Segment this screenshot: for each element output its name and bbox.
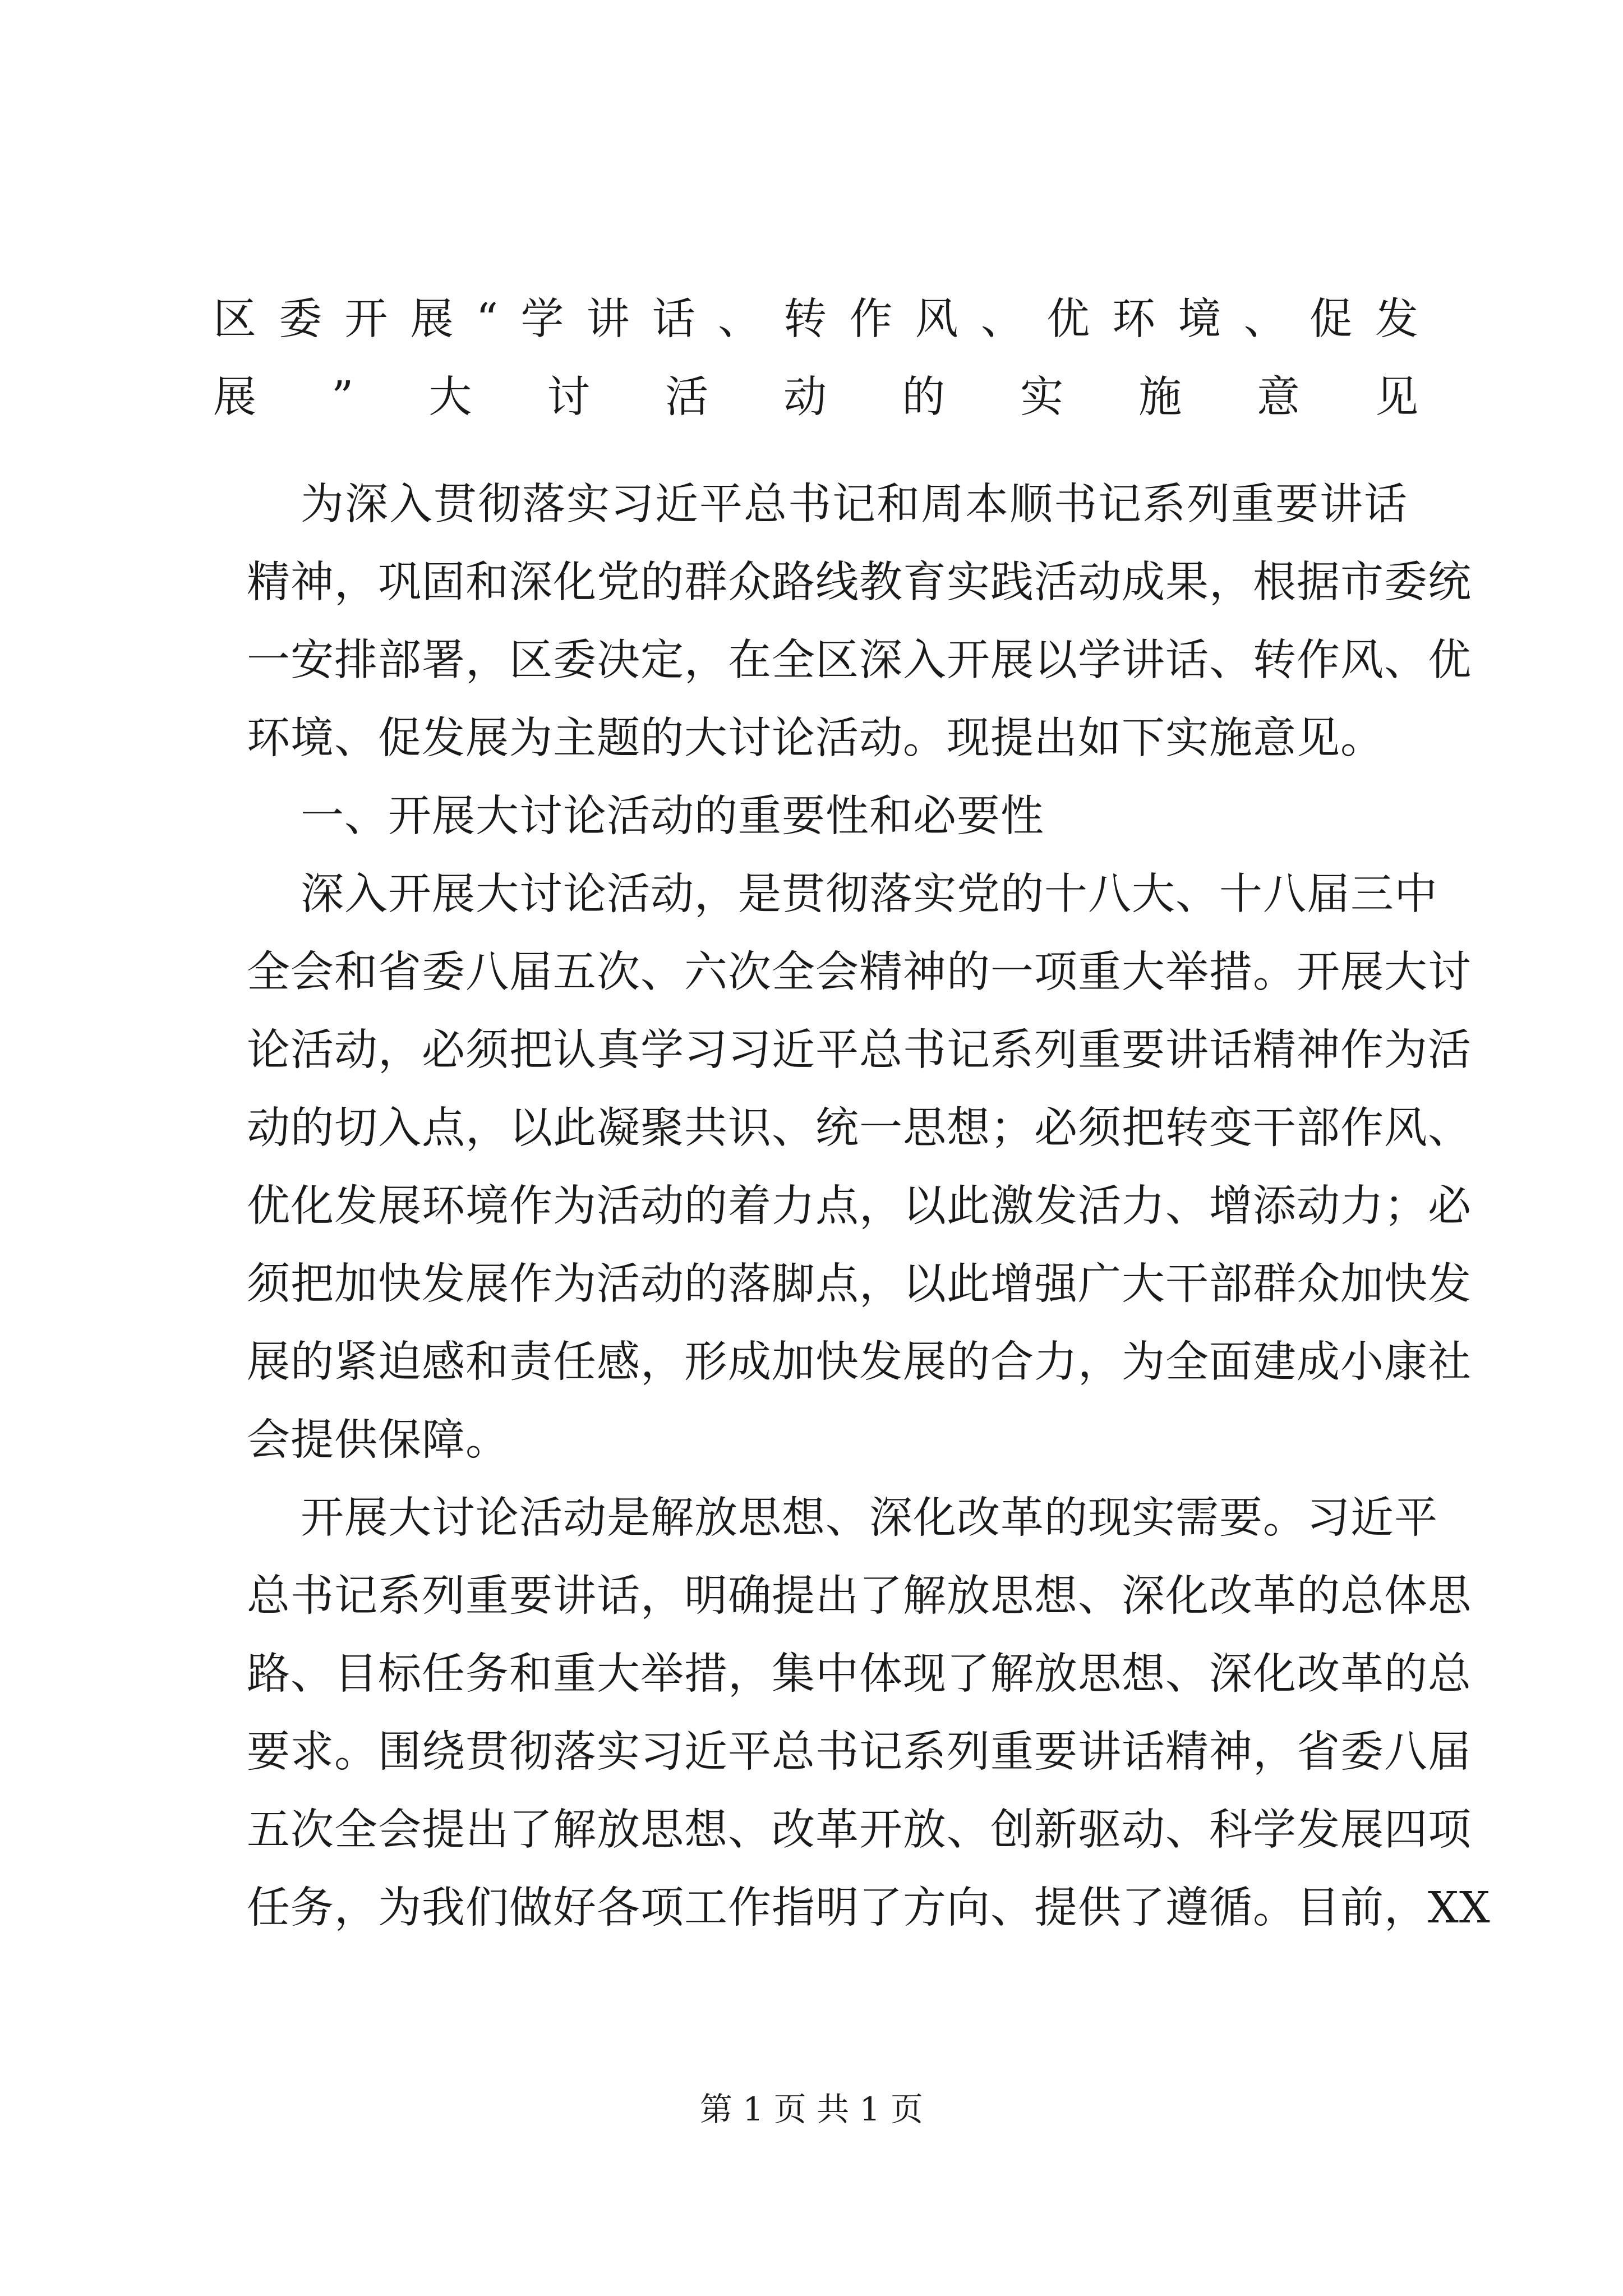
text-line: 动的切入点，以此凝聚共识、统一思想；必须把转变干部作风、 bbox=[247, 1103, 1472, 1153]
paragraph-reform bbox=[247, 1479, 1491, 1947]
text-line: 任务，为我们做好各项工作指明了方向、提供了遵循。目前，XX bbox=[247, 1883, 1491, 1933]
text-line: 路、目标任务和重大举措，集中体现了解放思想、深化改革的总 bbox=[247, 1649, 1472, 1699]
text-line: 开展大讨论活动是解放思想、深化改革的现实需要。习近平 bbox=[301, 1493, 1438, 1543]
text-line: 五次全会提出了解放思想、改革开放、创新驱动、科学发展四项 bbox=[247, 1805, 1472, 1855]
title-line-2: 展”大讨活动的实施意见 bbox=[213, 372, 1419, 422]
text-line: 精神，巩固和深化党的群众路线教育实践活动成果，根据市委统 bbox=[247, 558, 1472, 608]
paragraph-intro bbox=[247, 466, 1472, 777]
text-line: 全会和省委八届五次、六次全会精神的一项重大举措。开展大讨 bbox=[247, 947, 1472, 997]
text-line: 总书记系列重要讲话，明确提出了解放思想、深化改革的总体思 bbox=[247, 1571, 1472, 1621]
heading-line: 一、开展大讨论活动的重要性和必要性 bbox=[301, 792, 1044, 841]
section-heading bbox=[247, 777, 1408, 855]
text-line: 深入开展大讨论活动，是贯彻落实党的十八大、十八届三中 bbox=[301, 869, 1438, 919]
text-line: 优化发展环境作为活动的着力点，以此激发活力、增添动力；必 bbox=[247, 1181, 1472, 1231]
document-title bbox=[213, 280, 1419, 436]
text-line: 为深入贯彻落实习近平总书记和周本顺书记系列重要讲话 bbox=[301, 480, 1408, 530]
text-line: 论活动，必须把认真学习习近平总书记系列重要讲话精神作为活 bbox=[247, 1025, 1472, 1075]
paragraph-importance bbox=[247, 855, 1472, 1479]
text-line: 须把加快发展作为活动的落脚点，以此增强广大干部群众加快发 bbox=[247, 1259, 1472, 1309]
text-line: 展的紧迫感和责任感，形成加快发展的合力，为全面建成小康社 bbox=[247, 1337, 1472, 1387]
page-footer: 第 1 页 共 1 页 bbox=[700, 2090, 923, 2128]
text-line: 会提供保障。 bbox=[247, 1415, 509, 1465]
document-body bbox=[247, 466, 1491, 1947]
text-line: 一安排部署，区委决定，在全区深入开展以学讲话、转作风、优 bbox=[247, 636, 1472, 685]
text-line: 要求。围绕贯彻落实习近平总书记系列重要讲话精神，省委八届 bbox=[247, 1727, 1472, 1777]
text-line: 环境、促发展为主题的大讨论活动。现提出如下实施意见。 bbox=[247, 714, 1384, 763]
title-line-1: 区委开展“学讲话、转作风、优环境、促发 bbox=[213, 295, 1419, 344]
